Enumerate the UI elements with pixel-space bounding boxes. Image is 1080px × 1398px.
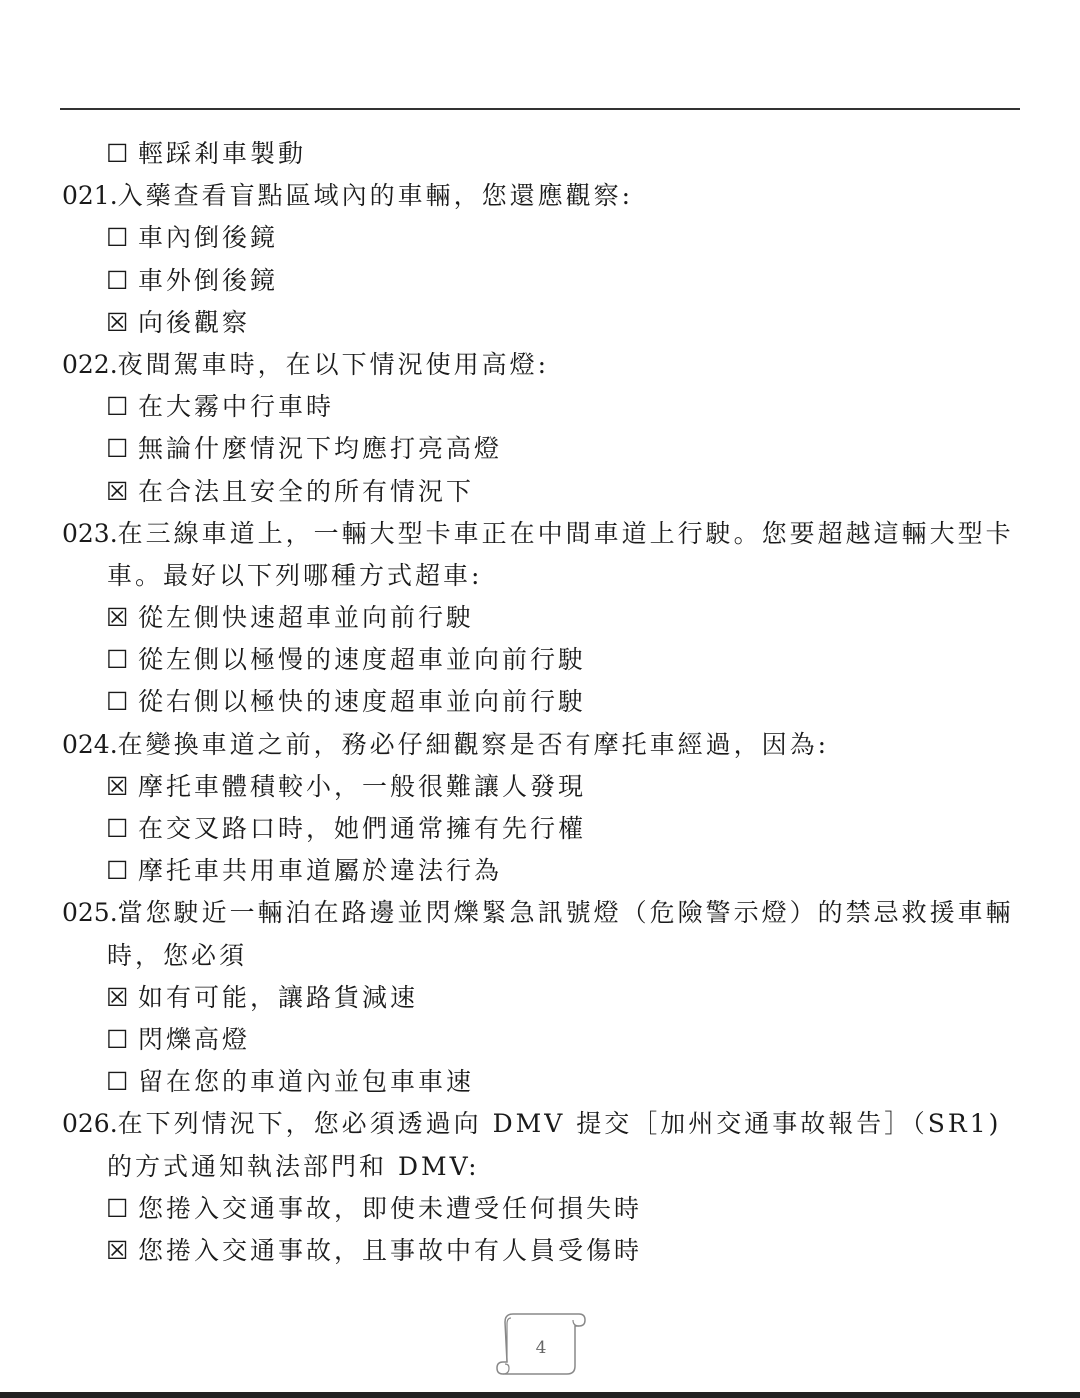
unchecked-box-icon: ☐ [106,856,129,886]
answer-option [62,133,1022,175]
question-number: 021. [62,181,118,211]
option-text: 在大霧中行車時 [138,392,335,422]
option-text: 摩托車體積較小，一般很難讓人發現 [138,771,587,801]
answer-option [62,471,1022,513]
answer-option [62,639,1022,681]
answer-option [62,766,1022,808]
question-line [62,175,1022,217]
answer-option [62,1230,1022,1272]
option-text: 無論什麼情況下均應打亮高燈 [138,434,503,464]
unchecked-box-icon: ☐ [106,434,129,464]
unchecked-box-icon: ☐ [106,1193,129,1223]
option-text: 摩托車共用車道屬於違法行為 [138,856,503,886]
question-line [62,513,1022,555]
question-number: 026. [62,1109,118,1139]
option-text: 您捲入交通事故，即使未遭受任何損失時 [138,1193,643,1223]
page-number-scroll [493,1310,589,1382]
answer-option [62,597,1022,639]
header-rule [60,108,1020,110]
bottom-edge [0,1392,1080,1398]
question-text: 入藥查看盲點區域內的車輛，您還應觀察: [117,181,634,211]
unchecked-box-icon: ☐ [106,223,129,253]
option-text: 車外倒後鏡 [138,265,279,295]
question-text: 在變換車道之前，務必仔細觀察是否有摩托車經過，因為: [117,729,830,759]
question-line [62,344,1022,386]
question-text: 時，您必須 [107,940,248,970]
answer-option [62,850,1022,892]
option-text: 您捲入交通事故，且事故中有人員受傷時 [138,1235,643,1265]
option-text: 從右側以極快的速度超車並向前行駛 [138,687,587,717]
answer-option [62,808,1022,850]
answer-option [62,260,1022,302]
question-text: 在下列情況下，您必須透過向 DMV 提交［加州交通事故報告］（SR1) [117,1109,1002,1139]
question-text: 的方式通知執法部門和 DMV: [107,1151,480,1181]
option-text: 在合法且安全的所有情況下 [138,476,475,506]
answer-option [62,977,1022,1019]
unchecked-box-icon: ☐ [106,392,129,422]
option-text: 向後觀察 [138,307,251,337]
checked-box-icon: ☒ [106,476,129,506]
question-line [62,892,1022,934]
question-number: 024. [62,729,118,759]
unchecked-box-icon: ☐ [106,687,129,717]
question-number: 023. [62,518,118,548]
checked-box-icon: ☒ [106,603,129,633]
unchecked-box-icon: ☐ [106,1067,129,1097]
page-number: 4 [535,1338,547,1358]
unchecked-box-icon: ☐ [106,814,129,843]
question-continuation [62,555,1022,597]
checked-box-icon: ☒ [106,307,129,337]
answer-option [62,217,1022,259]
option-text: 從左側以極慢的速度超車並向前行駛 [138,645,587,675]
answer-option [62,386,1022,428]
unchecked-box-icon: ☐ [106,1024,129,1054]
answer-option [62,1019,1022,1061]
question-text: 在三線車道上，一輛大型卡車正在中間車道上行駛。您要超越這輛大型卡 [117,518,1014,548]
option-text: 留在您的車道內並包車車速 [138,1067,475,1097]
checked-box-icon: ☒ [106,1235,129,1265]
question-line [62,724,1022,766]
answer-option [62,681,1022,723]
unchecked-box-icon: ☐ [106,265,129,295]
unchecked-box-icon: ☐ [106,139,129,168]
option-text: 如有可能，讓路貨減速 [138,982,419,1012]
question-line [62,1103,1022,1145]
answer-option [62,302,1022,344]
question-text: 當您駛近一輛泊在路邊並閃爍緊急訊號燈（危險警示燈）的禁忌救援車輛 [117,898,1014,928]
question-continuation [62,1146,1022,1188]
option-text: 在交叉路口時，她們通常擁有先行權 [138,814,587,843]
question-number: 025. [62,898,118,928]
option-text: 從左側快速超車並向前行駛 [138,603,475,633]
checked-box-icon: ☒ [106,771,129,801]
question-list [62,133,1022,1272]
question-text: 夜間駕車時，在以下情況使用高燈: [117,349,550,379]
option-text: 輕踩剎車製動 [138,139,307,168]
option-text: 閃爍高燈 [138,1024,251,1054]
question-number: 022. [62,349,118,379]
option-text: 車內倒後鏡 [138,223,279,253]
answer-option [62,1061,1022,1103]
question-text: 車。最好以下列哪種方式超車: [107,560,483,590]
answer-option [62,428,1022,470]
question-continuation [62,935,1022,977]
answer-option [62,1188,1022,1230]
checked-box-icon: ☒ [106,982,129,1012]
unchecked-box-icon: ☐ [106,645,129,675]
